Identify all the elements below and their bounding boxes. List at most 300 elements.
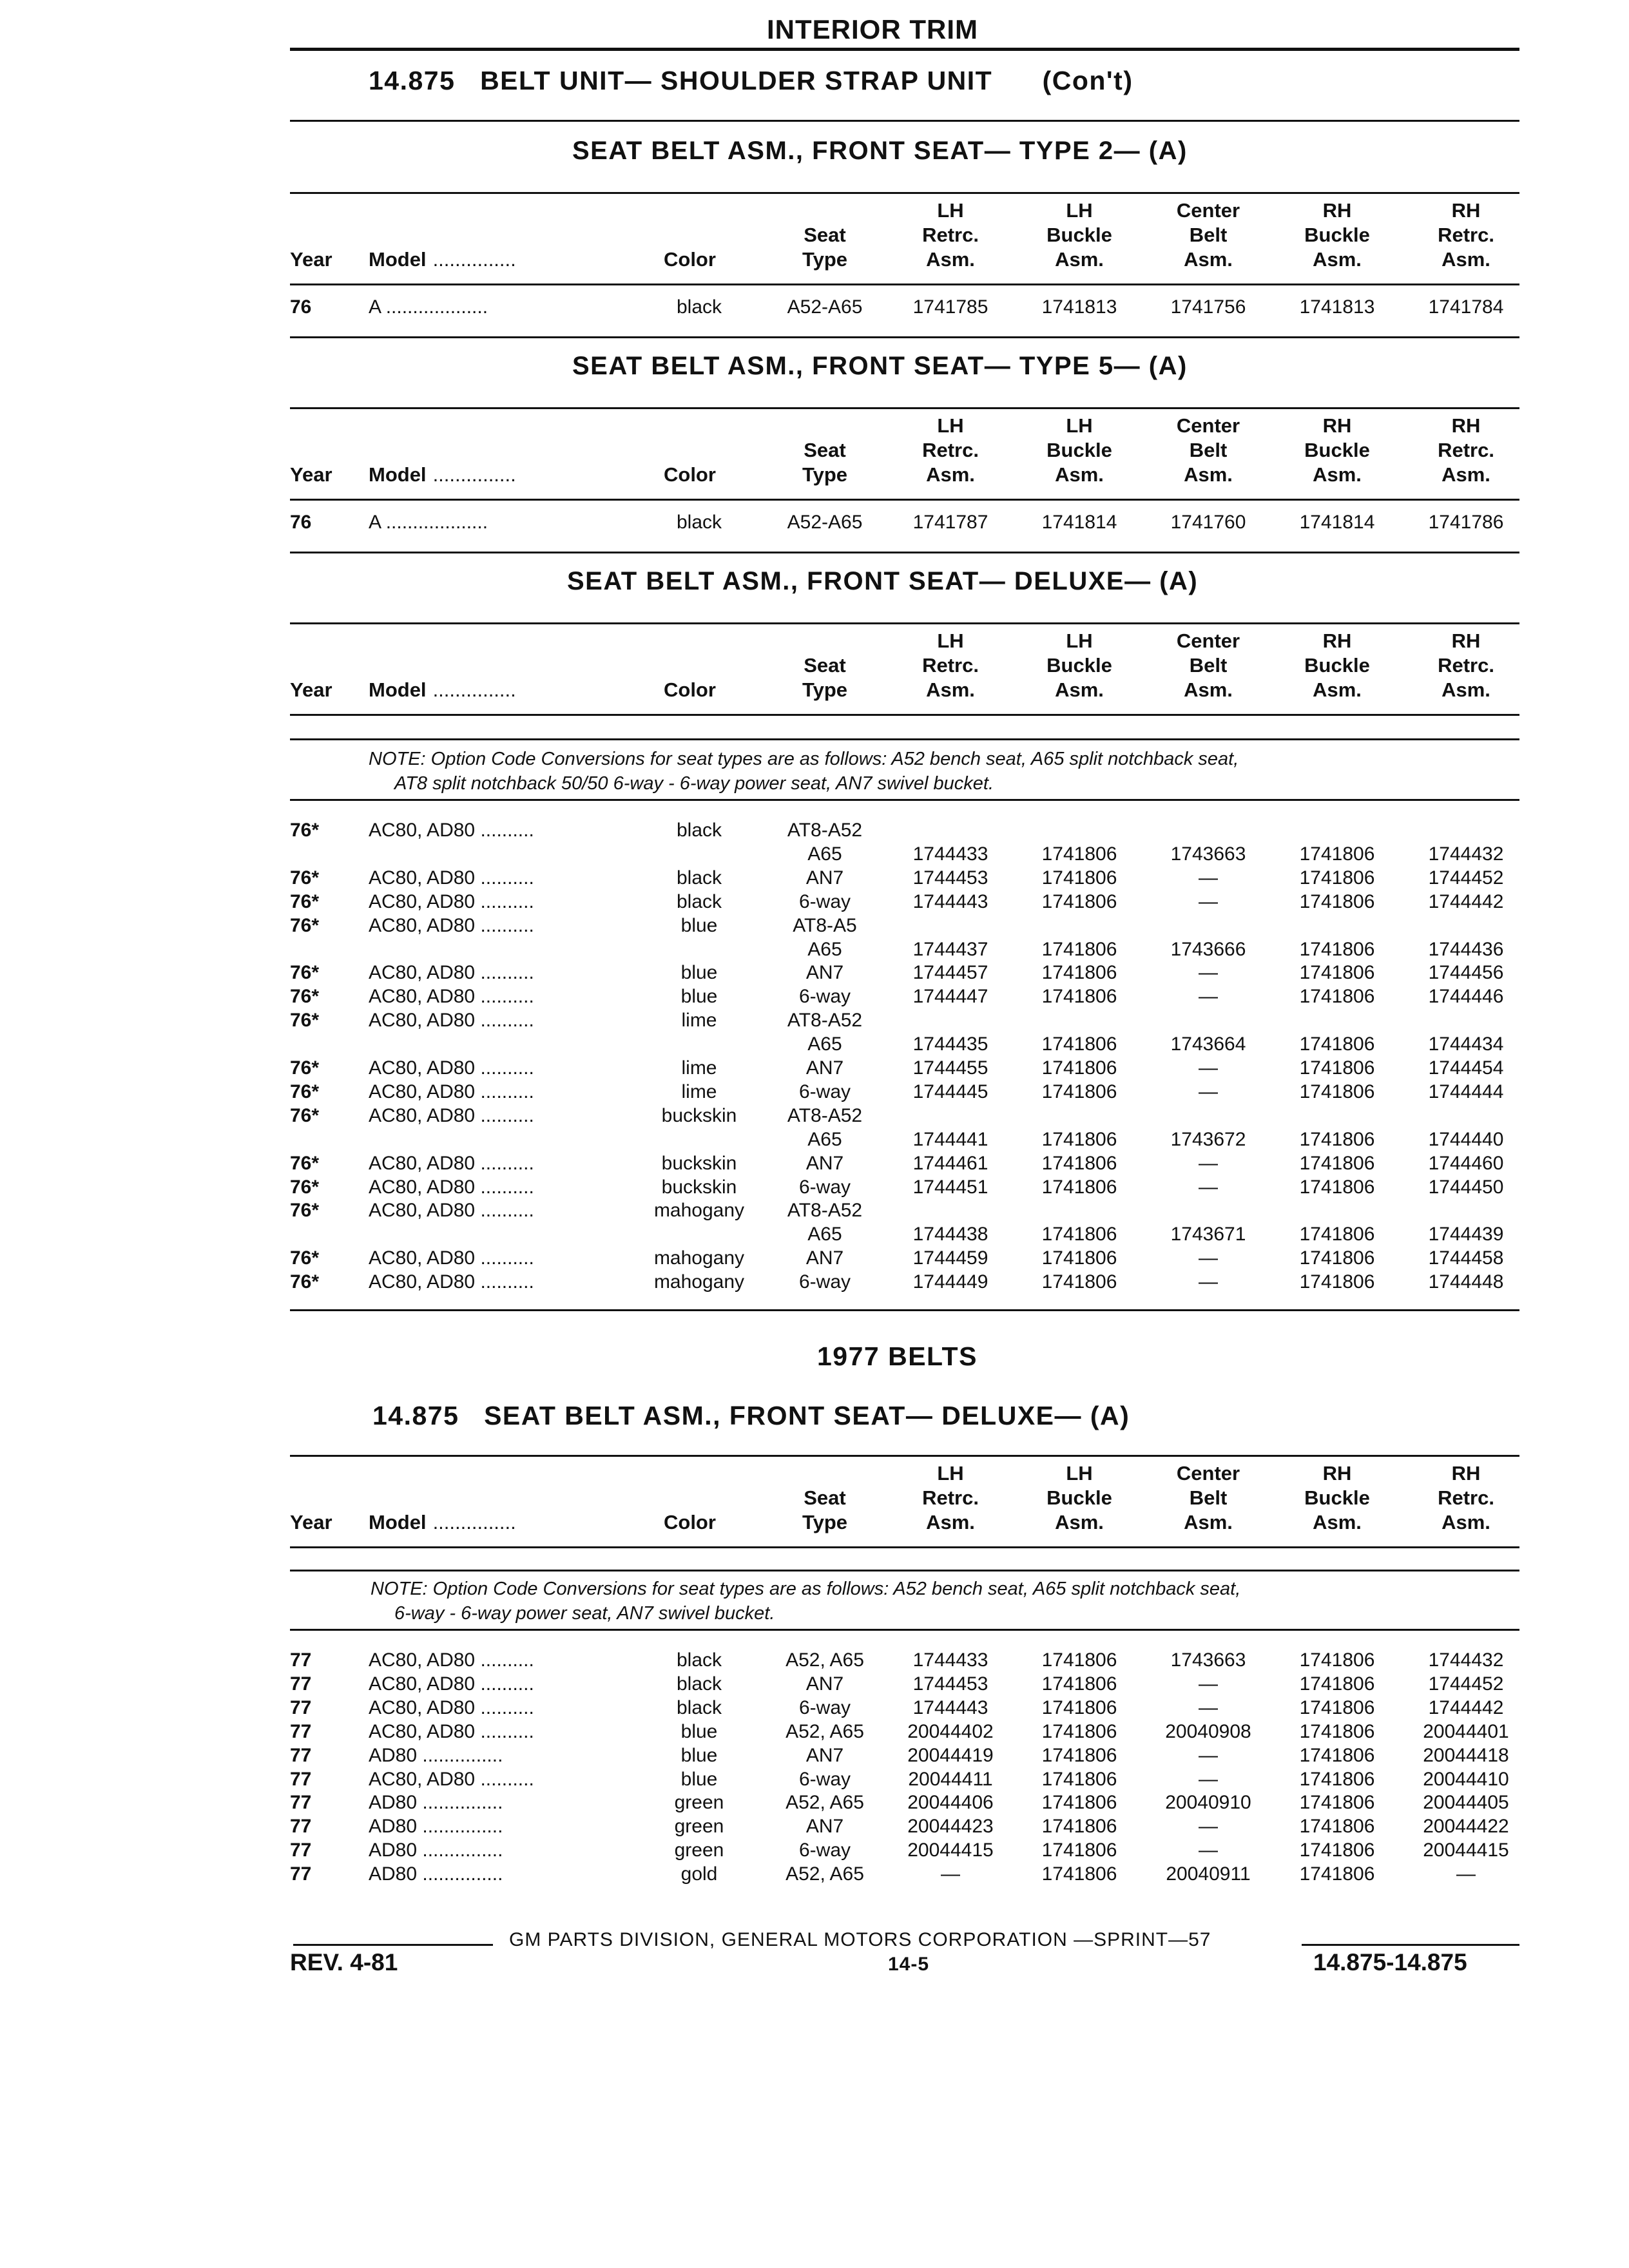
cell-lh-retrc: 1744433 (912, 843, 988, 865)
cell-rh-buckle: 1741806 (1299, 1744, 1375, 1766)
col-header-center-belt: Asm. (1184, 248, 1233, 271)
cell-seat-type: AN7 (805, 1057, 844, 1079)
cell-lh-buckle: 1741806 (1041, 1696, 1117, 1718)
cell-rh-buckle: 1741806 (1299, 1720, 1375, 1742)
cell-center: 1743672 (1170, 1128, 1246, 1150)
col-header-lh-buckle: Asm. (1055, 248, 1104, 271)
cell-seat-type: 6-way (798, 986, 851, 1008)
cell-rh-retrc: 20044422 (1423, 1816, 1509, 1838)
divider (290, 48, 1519, 51)
cell-lh-retrc: 1744437 (912, 938, 988, 960)
cell-model: AC80, AD80 .......... (369, 1176, 534, 1198)
col-header-lh-buckle: Buckle (1046, 654, 1112, 677)
cell-model: A ................... (369, 296, 488, 318)
col-header-lh-buckle: LH (1066, 1462, 1093, 1485)
cell-lh-retrc: 20044415 (907, 1840, 994, 1861)
cell-lh-retrc: 20044411 (908, 1768, 993, 1790)
cell-color: gold (680, 1863, 718, 1885)
cell-rh-buckle: 1741806 (1299, 1816, 1375, 1838)
cell-model: AD80 ............... (369, 1792, 503, 1814)
col-header-lh-buckle: Buckle (1046, 439, 1112, 461)
cell-center: — (1199, 1696, 1218, 1718)
col-header-lh-retrc: Asm. (926, 1511, 975, 1533)
divider (290, 1309, 1519, 1311)
cell-model: AC80, AD80 .......... (369, 867, 534, 889)
cell-model: AC80, AD80 .......... (369, 914, 534, 936)
col-header-color: Color (664, 248, 716, 271)
cell-seat-type: AN7 (805, 962, 844, 984)
col-header-lh-retrc: Retrc. (922, 654, 979, 677)
cell-rh-retrc: 20044410 (1423, 1768, 1509, 1790)
col-header-seat-type: Seat (804, 224, 846, 246)
cell-center: 20040908 (1165, 1720, 1251, 1742)
cell-seat-type: A52-A65 (787, 512, 863, 533)
cell-model: AC80, AD80 .......... (369, 962, 534, 984)
cell-seat-type: A65 (807, 1224, 842, 1245)
cell-lh-buckle: 1741806 (1041, 1128, 1117, 1150)
cell-year: 76* (290, 890, 320, 912)
cell-rh-retrc: 1741784 (1428, 296, 1504, 318)
cell-seat-type: AT8-A5 (793, 914, 857, 936)
cell-center: — (1199, 1271, 1218, 1293)
cell-model: AC80, AD80 .......... (369, 1152, 534, 1174)
cell-rh-buckle: 1741806 (1299, 1673, 1375, 1695)
cell-center: — (1199, 1673, 1218, 1695)
col-header-rh-buckle: Buckle (1304, 654, 1370, 677)
cell-center: 1743664 (1170, 1033, 1246, 1055)
divider (290, 284, 1519, 285)
cell-color: buckskin (661, 1152, 737, 1174)
cell-lh-buckle: 1741806 (1041, 1649, 1117, 1671)
cell-color: mahogany (653, 1200, 745, 1222)
cell-rh-retrc: 1744454 (1428, 1057, 1504, 1079)
cell-seat-type: 6-way (798, 1696, 851, 1718)
cell-year: 76* (290, 1247, 320, 1269)
col-header-lh-buckle: LH (1066, 199, 1093, 222)
cell-lh-retrc: 1744435 (912, 1033, 988, 1055)
cell-color: blue (680, 986, 718, 1008)
cell-color: lime (681, 1010, 717, 1032)
belts-1977-heading: 1977 BELTS (817, 1341, 978, 1371)
cell-rh-retrc: 20044405 (1423, 1792, 1509, 1814)
cell-lh-retrc: 1744453 (912, 1673, 988, 1695)
cell-color: black (676, 867, 722, 889)
cell-year: 76* (290, 1152, 320, 1174)
cell-color: black (676, 1696, 722, 1718)
col-header-seat-type: Type (802, 1511, 848, 1533)
cell-seat-type: AN7 (805, 1744, 844, 1766)
cell-rh-retrc: 1744452 (1428, 1673, 1504, 1695)
col-header-color: Color (664, 1511, 716, 1533)
cell-lh-buckle: 1741806 (1041, 867, 1117, 889)
col-header-model-leader: ............... (432, 248, 516, 271)
cell-seat-type: A52, A65 (786, 1792, 864, 1814)
cell-rh-buckle: 1741806 (1299, 962, 1375, 984)
cell-model: AC80, AD80 .......... (369, 1673, 534, 1695)
cell-color: green (674, 1816, 724, 1838)
cell-lh-retrc: 1744441 (912, 1128, 988, 1150)
cell-year: 76 (290, 512, 312, 533)
cell-lh-buckle: 1741813 (1041, 296, 1117, 318)
cell-color: mahogany (653, 1247, 745, 1269)
table-title: SEAT BELT ASM., FRONT SEAT— TYPE 2— (A) (572, 137, 1188, 165)
col-header-seat-type: Type (802, 248, 848, 271)
cell-lh-retrc: 1744443 (912, 1696, 988, 1718)
cell-model: AC80, AD80 .......... (369, 1010, 534, 1032)
col-header-rh-buckle: RH (1322, 629, 1352, 652)
cell-rh-retrc: 20044418 (1423, 1744, 1509, 1766)
cell-lh-buckle: 1741806 (1041, 1176, 1117, 1198)
col-header-lh-retrc: LH (937, 414, 964, 437)
cell-rh-buckle: 1741806 (1299, 1057, 1375, 1079)
cell-rh-retrc: 20044415 (1423, 1840, 1509, 1861)
cell-color: lime (681, 1057, 717, 1079)
col-header-seat-type: Seat (804, 1486, 846, 1509)
cell-year: 76* (290, 1104, 320, 1126)
divider (290, 407, 1519, 409)
cell-lh-buckle: 1741806 (1041, 1673, 1117, 1695)
col-header-model-leader: ............... (432, 1511, 516, 1533)
cell-rh-retrc: 1744446 (1428, 986, 1504, 1008)
col-header-model-label: Model (369, 678, 427, 701)
cell-model: AC80, AD80 .......... (369, 820, 534, 841)
col-header-lh-buckle: Asm. (1055, 678, 1104, 701)
cell-color: blue (680, 914, 718, 936)
divider (290, 120, 1519, 122)
cell-lh-buckle: 1741806 (1041, 1863, 1117, 1885)
col-header-lh-buckle: LH (1066, 414, 1093, 437)
divider (290, 1570, 1519, 1571)
cell-lh-retrc: — (941, 1863, 960, 1885)
cell-rh-buckle: 1741806 (1299, 1768, 1375, 1790)
divider (290, 714, 1519, 716)
divider (290, 738, 1519, 740)
col-header-center-belt: Belt (1189, 439, 1228, 461)
divider (290, 552, 1519, 553)
cell-lh-retrc: 20044419 (907, 1744, 994, 1766)
cell-model: AC80, AD80 .......... (369, 1247, 534, 1269)
cell-color: black (676, 890, 722, 912)
cell-center: 1741760 (1170, 512, 1246, 533)
cell-lh-retrc: 1744459 (912, 1247, 988, 1269)
col-header-seat-type: Type (802, 678, 848, 701)
col-header-rh-buckle: RH (1322, 199, 1352, 222)
note-line: AT8 split notchback 50/50 6-way - 6-way power seat, AN7 swivel bucket. (394, 773, 994, 794)
col-header-rh-retrc: Asm. (1441, 678, 1490, 701)
cell-rh-retrc: 1744439 (1428, 1224, 1504, 1245)
cell-color: blue (680, 1720, 718, 1742)
cell-rh-buckle: 1741806 (1299, 986, 1375, 1008)
footer-range: 14.875-14.875 (1313, 1949, 1467, 1975)
col-header-lh-retrc: LH (937, 199, 964, 222)
cell-center: — (1199, 1768, 1218, 1790)
col-header-center-belt: Center (1176, 414, 1240, 437)
note-line: NOTE: Option Code Conversions for seat types are as follows: A52 bench seat, A65 split notchback seat, (369, 749, 1239, 769)
cell-center: — (1199, 986, 1218, 1008)
col-header-model-label: Model (369, 248, 427, 271)
cell-lh-retrc: 1741785 (912, 296, 988, 318)
cell-rh-buckle: 1741806 (1299, 1128, 1375, 1150)
cell-model: AC80, AD80 .......... (369, 1696, 534, 1718)
cell-seat-type: 6-way (798, 1081, 851, 1102)
cell-model: AC80, AD80 .......... (369, 1057, 534, 1079)
cell-rh-retrc: 1744442 (1428, 890, 1504, 912)
cell-color: lime (681, 1081, 717, 1102)
col-header-color: Color (664, 463, 716, 486)
cell-center: 1741756 (1170, 296, 1246, 318)
cell-model: AD80 ............... (369, 1863, 503, 1885)
col-header-lh-retrc: Retrc. (922, 1486, 979, 1509)
cell-lh-retrc: 1744451 (912, 1176, 988, 1198)
cell-lh-buckle: 1741806 (1041, 1081, 1117, 1102)
cell-rh-buckle: 1741806 (1299, 1840, 1375, 1861)
col-header-rh-retrc: RH (1451, 1462, 1481, 1485)
cell-color: black (676, 820, 722, 841)
col-header-rh-retrc: RH (1451, 414, 1481, 437)
cell-rh-buckle: 1741813 (1299, 296, 1375, 318)
cell-color: blue (680, 962, 718, 984)
cell-color: green (674, 1792, 724, 1814)
col-header-lh-retrc: LH (937, 629, 964, 652)
note-line: NOTE: Option Code Conversions for seat types are as follows: A52 bench seat, A65 split notchback seat, (371, 1579, 1241, 1599)
cell-rh-retrc: 1744432 (1428, 843, 1504, 865)
cell-year: 77 (290, 1840, 312, 1861)
cell-rh-buckle: 1741814 (1299, 512, 1375, 533)
cell-rh-buckle: 1741806 (1299, 890, 1375, 912)
footer-corporation: GM PARTS DIVISION, GENERAL MOTORS CORPORATION —SPRINT—57 (509, 1929, 1211, 1950)
divider (290, 799, 1519, 801)
cell-center: 1743671 (1170, 1224, 1246, 1245)
cell-center: — (1199, 1816, 1218, 1838)
cell-center: 1743666 (1170, 938, 1246, 960)
table-title: SEAT BELT ASM., FRONT SEAT— TYPE 5— (A) (572, 352, 1188, 380)
col-header-model-leader: ............... (432, 463, 516, 486)
cell-lh-buckle: 1741806 (1041, 1247, 1117, 1269)
cell-seat-type: 6-way (798, 1176, 851, 1198)
col-header-model-leader: ............... (432, 678, 516, 701)
cell-center: — (1199, 1152, 1218, 1174)
cell-seat-type: AN7 (805, 1152, 844, 1174)
cell-year: 77 (290, 1673, 312, 1695)
col-header-rh-retrc: RH (1451, 629, 1481, 652)
cell-model: AC80, AD80 .......... (369, 890, 534, 912)
col-header-center-belt: Asm. (1184, 678, 1233, 701)
col-header-rh-buckle: RH (1322, 414, 1352, 437)
cell-seat-type: AT8-A52 (787, 1010, 863, 1032)
cell-model: AC80, AD80 .......... (369, 1271, 534, 1293)
cell-rh-buckle: 1741806 (1299, 1863, 1375, 1885)
divider (290, 499, 1519, 501)
cell-year: 76* (290, 820, 320, 841)
cell-lh-buckle: 1741806 (1041, 1792, 1117, 1814)
cell-rh-retrc: 1744444 (1428, 1081, 1504, 1102)
cell-year: 77 (290, 1816, 312, 1838)
cell-model: AC80, AD80 .......... (369, 1200, 534, 1222)
cell-color: buckskin (661, 1176, 737, 1198)
col-header-lh-buckle: Buckle (1046, 1486, 1112, 1509)
cell-year: 77 (290, 1768, 312, 1790)
col-header-rh-buckle: Asm. (1313, 1511, 1362, 1533)
section-heading: 14.875 BELT UNIT— SHOULDER STRAP UNIT (Con't) (369, 66, 1133, 95)
col-header-seat-type: Type (802, 463, 848, 486)
footer-revision: REV. 4-81 (290, 1949, 398, 1975)
cell-seat-type: AN7 (805, 867, 844, 889)
cell-rh-buckle: 1741806 (1299, 1696, 1375, 1718)
cell-lh-buckle: 1741806 (1041, 1840, 1117, 1861)
col-header-model (369, 678, 516, 702)
col-header-center-belt: Asm. (1184, 463, 1233, 486)
cell-lh-buckle: 1741806 (1041, 1768, 1117, 1790)
col-header-model-label: Model (369, 1511, 427, 1533)
col-header-seat-type: Seat (804, 439, 846, 461)
cell-lh-buckle: 1741806 (1041, 890, 1117, 912)
col-header-year: Year (290, 463, 333, 486)
cell-lh-retrc: 1744445 (912, 1081, 988, 1102)
cell-model: AC80, AD80 .......... (369, 986, 534, 1008)
cell-rh-retrc: 1741786 (1428, 512, 1504, 533)
col-header-year: Year (290, 1511, 333, 1533)
cell-lh-retrc: 1744443 (912, 890, 988, 912)
cell-rh-retrc: 1744436 (1428, 938, 1504, 960)
page-title: INTERIOR TRIM (767, 14, 978, 44)
cell-rh-retrc: — (1456, 1863, 1476, 1885)
col-header-lh-retrc: Asm. (926, 248, 975, 271)
cell-seat-type: AT8-A52 (787, 1200, 863, 1222)
col-header-rh-retrc: RH (1451, 199, 1481, 222)
cell-color: blue (680, 1768, 718, 1790)
cell-center: — (1199, 1081, 1218, 1102)
cell-lh-retrc: 1744455 (912, 1057, 988, 1079)
col-header-lh-retrc: Asm. (926, 678, 975, 701)
cell-rh-buckle: 1741806 (1299, 1649, 1375, 1671)
col-header-lh-buckle: LH (1066, 629, 1093, 652)
cell-lh-buckle: 1741806 (1041, 843, 1117, 865)
cell-seat-type: A52-A65 (787, 296, 863, 318)
cell-year: 76 (290, 296, 312, 318)
col-header-model (369, 1510, 516, 1535)
cell-lh-buckle: 1741806 (1041, 986, 1117, 1008)
cell-seat-type: 6-way (798, 1768, 851, 1790)
cell-seat-type: AN7 (805, 1673, 844, 1695)
cell-lh-buckle: 1741806 (1041, 1152, 1117, 1174)
cell-seat-type: 6-way (798, 1840, 851, 1861)
cell-rh-buckle: 1741806 (1299, 1792, 1375, 1814)
col-header-rh-buckle: Asm. (1313, 463, 1362, 486)
cell-lh-buckle: 1741806 (1041, 1271, 1117, 1293)
cell-year: 77 (290, 1863, 312, 1885)
cell-center: — (1199, 890, 1218, 912)
cell-year: 76* (290, 914, 320, 936)
cell-model: AD80 ............... (369, 1744, 503, 1766)
cell-rh-retrc: 1744448 (1428, 1271, 1504, 1293)
cell-seat-type: AN7 (805, 1816, 844, 1838)
cell-seat-type: 6-way (798, 1271, 851, 1293)
col-header-lh-buckle: Asm. (1055, 463, 1104, 486)
cell-color: black (676, 1649, 722, 1671)
cell-rh-retrc: 1744450 (1428, 1176, 1504, 1198)
cell-center: — (1199, 1176, 1218, 1198)
cell-color: mahogany (653, 1271, 745, 1293)
cell-year: 76* (290, 1271, 320, 1293)
cell-seat-type: A52, A65 (786, 1863, 864, 1885)
col-header-rh-retrc: Retrc. (1438, 1486, 1494, 1509)
cell-rh-retrc: 1744440 (1428, 1128, 1504, 1150)
cell-lh-buckle: 1741806 (1041, 1816, 1117, 1838)
cell-rh-buckle: 1741806 (1299, 1176, 1375, 1198)
cell-color: black (676, 296, 722, 318)
cell-seat-type: 6-way (798, 890, 851, 912)
cell-model: AC80, AD80 .......... (369, 1104, 534, 1126)
divider (290, 1546, 1519, 1548)
cell-rh-buckle: 1741806 (1299, 1224, 1375, 1245)
divider (290, 1629, 1519, 1631)
col-header-rh-buckle: Buckle (1304, 224, 1370, 246)
cell-rh-buckle: 1741806 (1299, 938, 1375, 960)
col-header-year: Year (290, 248, 333, 271)
cell-seat-type: AT8-A52 (787, 1104, 863, 1126)
col-header-center-belt: Center (1176, 1462, 1240, 1485)
cell-rh-buckle: 1741806 (1299, 1271, 1375, 1293)
cell-year: 77 (290, 1649, 312, 1671)
cell-year: 77 (290, 1744, 312, 1766)
cell-rh-retrc: 1744442 (1428, 1696, 1504, 1718)
cell-color: black (676, 512, 722, 533)
cell-lh-buckle: 1741806 (1041, 1224, 1117, 1245)
cell-lh-retrc: 20044406 (907, 1792, 994, 1814)
cell-lh-retrc: 1744433 (912, 1649, 988, 1671)
col-header-rh-retrc: Asm. (1441, 463, 1490, 486)
cell-rh-buckle: 1741806 (1299, 867, 1375, 889)
note-line: 6-way - 6-way power seat, AN7 swivel bucket. (394, 1603, 775, 1624)
cell-seat-type: A65 (807, 1128, 842, 1150)
cell-rh-retrc: 1744434 (1428, 1033, 1504, 1055)
cell-model: AD80 ............... (369, 1840, 503, 1861)
divider (290, 1455, 1519, 1457)
col-header-lh-retrc: Retrc. (922, 224, 979, 246)
cell-center: 1743663 (1170, 1649, 1246, 1671)
col-header-rh-retrc: Retrc. (1438, 224, 1494, 246)
col-header-center-belt: Asm. (1184, 1511, 1233, 1533)
cell-lh-buckle: 1741806 (1041, 1720, 1117, 1742)
col-header-center-belt: Center (1176, 629, 1240, 652)
cell-color: blue (680, 1744, 718, 1766)
col-header-rh-retrc: Retrc. (1438, 439, 1494, 461)
col-header-rh-retrc: Asm. (1441, 248, 1490, 271)
cell-center: — (1199, 1057, 1218, 1079)
divider (290, 336, 1519, 338)
col-header-rh-buckle: Asm. (1313, 248, 1362, 271)
cell-center: — (1199, 867, 1218, 889)
footer-rule-right (1302, 1944, 1519, 1946)
cell-rh-buckle: 1741806 (1299, 1247, 1375, 1269)
cell-lh-buckle: 1741806 (1041, 1744, 1117, 1766)
cell-lh-retrc: 1744447 (912, 986, 988, 1008)
col-header-center-belt: Belt (1189, 224, 1228, 246)
cell-color: buckskin (661, 1104, 737, 1126)
cell-rh-buckle: 1741806 (1299, 1152, 1375, 1174)
cell-lh-retrc: 1744438 (912, 1224, 988, 1245)
col-header-seat-type: Seat (804, 654, 846, 677)
cell-model: AC80, AD80 .......... (369, 1720, 534, 1742)
col-header-color: Color (664, 678, 716, 701)
col-header-rh-buckle: Buckle (1304, 439, 1370, 461)
col-header-model (369, 247, 516, 272)
cell-lh-buckle: 1741806 (1041, 938, 1117, 960)
col-header-center-belt: Center (1176, 199, 1240, 222)
col-header-model-label: Model (369, 463, 427, 486)
cell-year: 76* (290, 867, 320, 889)
cell-year: 76* (290, 986, 320, 1008)
